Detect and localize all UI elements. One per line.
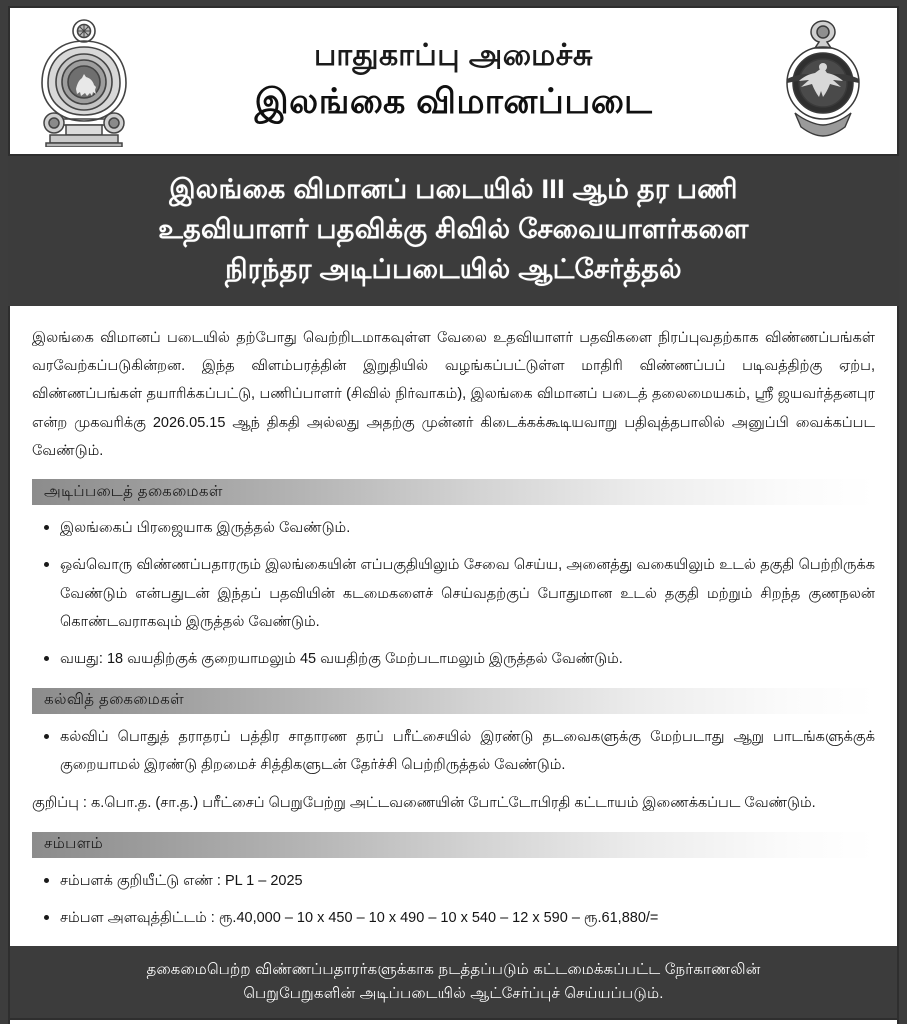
salary-list [32, 867, 875, 933]
title-line-3: நிரந்தர அடிப்படையில் ஆட்சேர்த்தல் [225, 253, 682, 284]
list-item: சம்பளக் குறியீட்டு எண் : PL 1 – 2025 [32, 867, 875, 895]
notice-footer-banner [8, 946, 899, 1019]
list-item: வயது: 18 வயதிற்குக் குறையாமலும் 45 வயதிற்கு மேற்படாமலும் இருத்தல் வேண்டும். [32, 645, 875, 673]
education-note: குறிப்பு : க.பொ.த. (சா.த.) பரீட்சைப் பெறுபேற்று அட்டவணையின் போட்டோபிரதி கட்டாயம் இணைக்கப்பட வேண்டும். [32, 795, 816, 812]
title-line-2: உதவியாளர் பதவிக்கு சிவில் சேவையாளர்களை [158, 213, 749, 244]
notice-header [8, 6, 899, 156]
educational-qualifications-list [32, 723, 875, 780]
list-item: கல்விப் பொதுத் தராதரப் பத்திர சாதாரண தரப் பரீட்சையில் இரண்டு தடவைகளுக்கு மேற்படாது ஆறு பாடங்களுக்குக் குறையாமல் இரண்டு திறமைச் சித்திகளுடன் தேர்ச்சி பெற்றிருத்தல் வேண்டும். [32, 723, 875, 780]
header-title-block [136, 36, 771, 126]
sri-lanka-air-force-crest-icon [771, 15, 875, 147]
section-header-educational-qualifications: கல்வித் தகைமைகள் [32, 688, 875, 714]
bottom-rule [8, 1018, 899, 1024]
notice-body [8, 306, 899, 946]
section-header-salary: சம்பளம் [32, 832, 875, 858]
title-line-1: இலங்கை விமானப் படையில் III ஆம் தர பணி [169, 174, 738, 204]
notice-title-banner [8, 156, 899, 306]
organization-title: இலங்கை விமானப்படை [254, 81, 653, 121]
intro-paragraph: இலங்கை விமானப் படையில் தற்போது வெற்றிடமாகவுள்ள வேலை உதவியாளர் பதவிகளை நிரப்புவதற்காக விண்ணப்பங்கள் வரவேற்கப்படுகின்றன. இந்த விளம்பரத்தின் இறுதியில் வழங்கப்பட்டுள்ள மாதிரி விண்ணப்பப் படிவத்திற்கு ஏற்ப, விண்ணப்பங்கள் தயாரிக்கப்பட்டு, பணிப்பாளர் (சிவில் நிர்வாகம்), இலங்கை விமானப் படைத் தலைமையகம், ஸ்ரீ ஜயவர்த்தனபுர என்ற முகவரிக்கு 2026.05.15 ஆந் திகதி அல்லது அதற்கு முன்னர் கிடைக்கக்கூடியவாறு பதிவுத்தபாலில் அனுப்பி வைக்கப்பட வேண்டும். [32, 329, 875, 459]
section-header-basic-qualifications: அடிப்படைத் தகைமைகள் [32, 479, 875, 505]
basic-qualifications-list [32, 514, 875, 673]
sri-lanka-national-emblem-icon [32, 15, 136, 147]
footer-line-2: பெறுபேறுகளின் அடிப்படையில் ஆட்சேர்ப்புச் செய்யப்படும். [243, 985, 664, 1003]
list-item: ஒவ்வொரு விண்ணப்பதாரரும் இலங்கையின் எப்பகுதியிலும் சேவை செய்ய, அனைத்து வகையிலும் உடல் தகுதி பெற்றிருக்க வேண்டும் என்பதுடன் இந்தப் பதவியின் கடமைகளைச் செய்வதற்குப் போதுமான உடல் தகுதி மற்றும் சிறந்த குணநலன் கொண்டவராகவும் இருத்தல் வேண்டும். [32, 551, 875, 636]
footer-line-1: தகைமைபெற்ற விண்ணப்பதாரர்களுக்காக நடத்தப்படும் கட்டமைக்கப்பட்ட நேர்காணலின் [146, 960, 761, 978]
list-item: இலங்கைப் பிரஜையாக இருத்தல் வேண்டும். [32, 514, 875, 542]
list-item: சம்பள அளவுத்திட்டம் : ரூ.40,000 – 10 x 450 – 10 x 490 – 10 x 540 – 12 x 590 – ரூ.61,880/= [32, 904, 875, 932]
ministry-title: பாதுகாப்பு அமைச்சு [314, 39, 593, 73]
